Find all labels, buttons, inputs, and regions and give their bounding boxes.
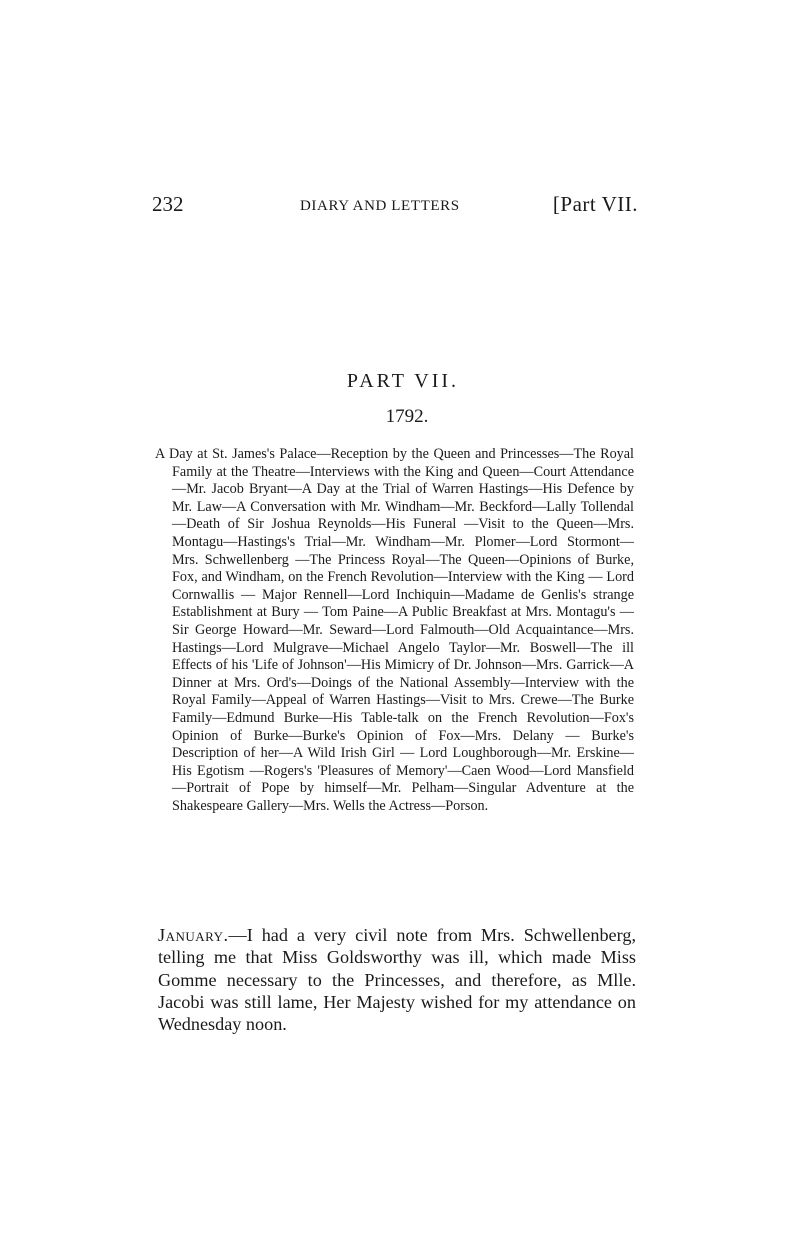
entry-text: —I had a very civil note from Mrs. Schwellenberg, telling me that Miss Goldsworthy was ill, which made Miss Gomme necessary to the Princesses, and therefore, as Mlle. Jacobi was still lame, Her Majesty wished for my attendance on Wednesday noon. xyxy=(158,925,636,1035)
diary-entry xyxy=(158,924,636,1035)
running-title: DIARY AND LETTERS xyxy=(300,198,460,214)
running-head xyxy=(152,192,638,222)
part-heading: PART VII. xyxy=(346,370,460,392)
part-marker: [Part VII. xyxy=(552,192,638,216)
page-number: 232 xyxy=(152,192,184,216)
year-heading: 1792. xyxy=(385,406,429,427)
entry-month-lead: January. xyxy=(158,925,229,945)
chapter-synopsis: A Day at St. James's Palace—Reception by the Queen and Princesses—The Royal Family at the Theatre—Interviews with the King and Queen—Court Attendance—Mr. Jacob Bryant—A Day at the Trial of Warren Hastings—His Defence by Mr. Law—A Conversation with Mr. Windham—Mr. Beckford—Lally Tollendal—Death of Sir Joshua Reynolds—His Funeral —Visit to the Queen—Mrs. Montagu—Hastings's Trial—Mr. Windham—Mr. Plomer—Lord Stormont—Mrs. Schwellenberg —The Princess Royal—The Queen—Opinions of Burke, Fox, and Windham, on the French Revolution—Interview with the King — Lord Cornwallis — Major Rennell—Lord Inchiquin—Madame de Genlis's strange Establishment at Bury — Tom Paine—A Public Breakfast at Mrs. Montagu's — Sir George Howard—Mr. Seward—Lord Falmouth—Old Acquaintance—Mrs. Hastings—Lord Mulgrave—Michael Angelo Taylor—Mr. Boswell—The ill Effects of his 'Life of Johnson'—His Mimicry of Dr. Johnson—Mrs. Garrick—A Dinner at Mrs. Ord's—Doings of the National Assembly—Interview with the Royal Family—Appeal of Warren Hastings—Visit to Mrs. Crewe—The Burke Family—Edmund Burke—His Table-talk on the French Revolution—Fox's Opinion of Burke—Burke's Opinion of Fox—Mrs. Delany — Burke's Description of her—A Wild Irish Girl — Lord Loughborough—Mr. Erskine—His Egotism —Rogers's 'Pleasures of Memory'—Caen Wood—Lord Mansfield—Portrait of Pope by himself—Mr. Pelham—Singular Adventure at the Shakespeare Gallery—Mrs. Wells the Actress—Porson. xyxy=(155,446,634,814)
